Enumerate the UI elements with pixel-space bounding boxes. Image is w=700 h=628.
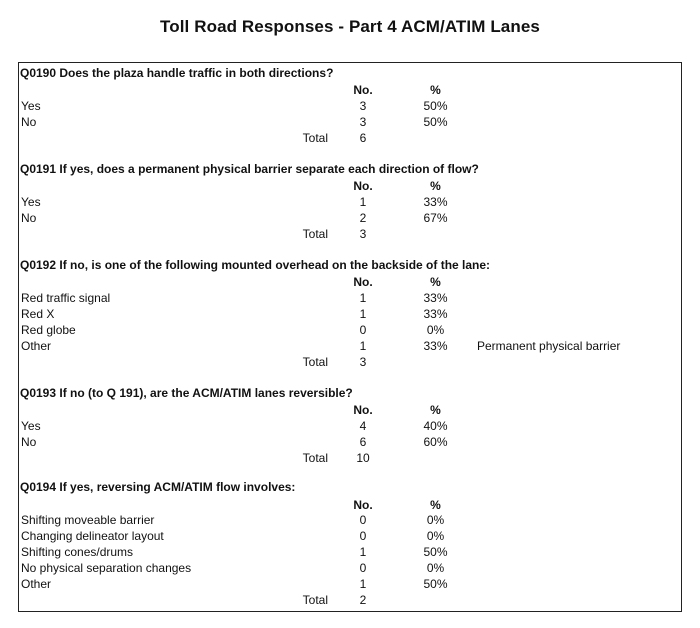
total-label: Total: [302, 355, 328, 369]
total-row: [18, 354, 682, 370]
response-label: Red traffic signal: [21, 291, 111, 305]
column-header-no: No.: [353, 83, 373, 97]
column-header-row: [18, 402, 682, 418]
column-header-percent: %: [430, 275, 441, 289]
column-header-percent: %: [430, 83, 441, 97]
response-row: [18, 114, 682, 130]
response-percent: 33%: [423, 291, 448, 305]
response-label: No physical separation changes: [21, 561, 192, 575]
response-percent: 50%: [423, 99, 448, 113]
column-header-row: [18, 497, 682, 513]
response-count: 2: [359, 211, 367, 225]
response-label: No: [21, 211, 37, 225]
total-count: 10: [356, 451, 370, 465]
total-count: 3: [359, 355, 367, 369]
response-label: No: [21, 435, 37, 449]
response-count: 4: [359, 419, 367, 433]
total-label: Total: [302, 593, 328, 607]
response-row: [18, 512, 682, 528]
total-row: [18, 450, 682, 466]
response-label: Yes: [21, 195, 41, 209]
response-label: Other: [21, 339, 52, 353]
response-count: 3: [359, 115, 367, 129]
response-percent: 67%: [423, 211, 448, 225]
column-header-row: [18, 178, 682, 194]
response-row: [18, 322, 682, 338]
response-row: [18, 528, 682, 544]
column-header-no: No.: [353, 498, 373, 512]
response-count: 1: [359, 307, 367, 321]
response-percent: 60%: [423, 435, 448, 449]
response-count: 1: [359, 195, 367, 209]
response-label: Yes: [21, 99, 41, 113]
column-header-row: [18, 274, 682, 290]
column-header-percent: %: [430, 498, 441, 512]
response-row: [18, 306, 682, 322]
response-count: 0: [359, 561, 367, 575]
response-row: [18, 194, 682, 210]
response-count: 0: [359, 323, 367, 337]
response-label: Red X: [21, 307, 55, 321]
response-row: [18, 560, 682, 576]
total-label: Total: [302, 131, 328, 145]
question-text: Q0192 If no, is one of the following mounted overhead on the backside of the lane:: [20, 258, 491, 272]
column-header-percent: %: [430, 403, 441, 417]
response-row: [18, 290, 682, 306]
response-label: No: [21, 115, 37, 129]
response-count: 0: [359, 529, 367, 543]
response-percent: 33%: [423, 339, 448, 353]
total-label: Total: [302, 227, 328, 241]
column-header-row: [18, 82, 682, 98]
question-text: Q0190 Does the plaza handle traffic in both directions?: [20, 66, 334, 80]
response-percent: 0%: [426, 513, 445, 527]
response-count: 6: [359, 435, 367, 449]
response-percent: 40%: [423, 419, 448, 433]
response-count: 1: [359, 545, 367, 559]
total-row: [18, 130, 682, 146]
response-count: 1: [359, 577, 367, 591]
response-percent: 0%: [426, 529, 445, 543]
response-percent: 50%: [423, 577, 448, 591]
response-count: 1: [359, 339, 367, 353]
response-count: 3: [359, 99, 367, 113]
response-label: Changing delineator layout: [21, 529, 164, 543]
total-row: [18, 226, 682, 242]
page-title: Toll Road Responses - Part 4 ACM/ATIM Lanes: [160, 17, 540, 36]
response-row: [18, 338, 682, 354]
question-text: Q0191 If yes, does a permanent physical barrier separate each direction of flow?: [20, 162, 479, 176]
response-percent: 0%: [426, 323, 445, 337]
response-percent: 50%: [423, 115, 448, 129]
response-note: Permanent physical barrier: [477, 339, 621, 353]
column-header-no: No.: [353, 275, 373, 289]
response-row: [18, 418, 682, 434]
total-count: 6: [359, 131, 367, 145]
response-count: 0: [359, 513, 367, 527]
response-percent: 0%: [426, 561, 445, 575]
question-text: Q0194 If yes, reversing ACM/ATIM flow involves:: [20, 480, 296, 494]
response-label: Yes: [21, 419, 41, 433]
column-header-percent: %: [430, 179, 441, 193]
total-count: 2: [359, 593, 367, 607]
column-header-no: No.: [353, 179, 373, 193]
response-percent: 50%: [423, 545, 448, 559]
response-count: 1: [359, 291, 367, 305]
response-label: Red globe: [21, 323, 76, 337]
column-header-no: No.: [353, 403, 373, 417]
response-row: [18, 544, 682, 560]
response-row: [18, 434, 682, 450]
response-percent: 33%: [423, 307, 448, 321]
response-row: [18, 576, 682, 592]
total-count: 3: [359, 227, 367, 241]
response-label: Other: [21, 577, 52, 591]
total-row: [18, 592, 682, 608]
question-text: Q0193 If no (to Q 191), are the ACM/ATIM lanes reversible?: [20, 386, 353, 400]
response-row: [18, 98, 682, 114]
total-label: Total: [302, 451, 328, 465]
response-label: Shifting cones/drums: [21, 545, 134, 559]
response-row: [18, 210, 682, 226]
response-label: Shifting moveable barrier: [21, 513, 155, 527]
response-percent: 33%: [423, 195, 448, 209]
